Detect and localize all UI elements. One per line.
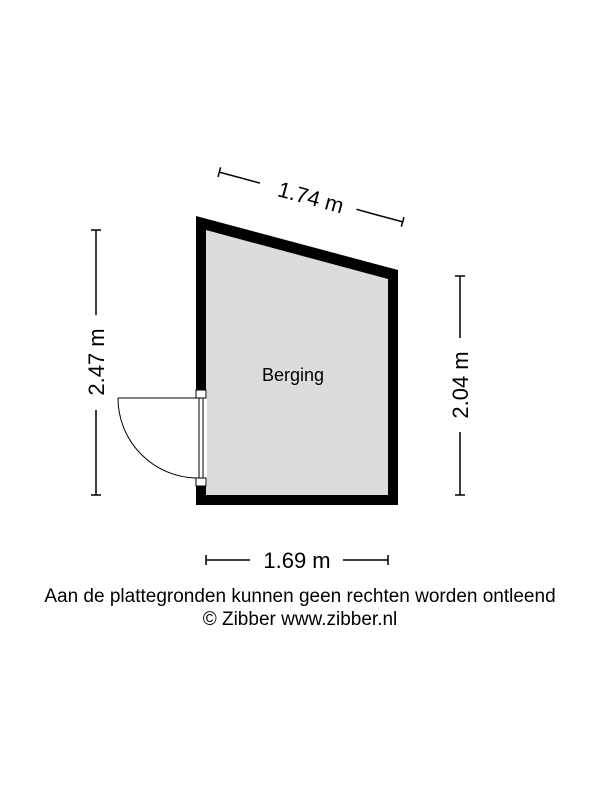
door-jamb-bottom [196, 478, 206, 486]
door-jamb-top [196, 390, 206, 398]
dimension-bottom [206, 548, 388, 573]
dimension-right [448, 276, 473, 495]
copyright-text: © Zibber www.zibber.nl [202, 609, 398, 630]
dimension-left-label: 2.47 m [84, 328, 109, 396]
disclaimer-text: Aan de plattegronden kunnen geen rechten worden ontleend [44, 586, 556, 607]
dimension-right-label: 2.04 m [448, 351, 473, 419]
dimension-top-label: 1.74 m [275, 176, 347, 219]
dimension-top-line-right [356, 209, 402, 222]
room-label: Berging [261, 365, 325, 385]
dimension-left [84, 230, 109, 495]
dimension-bottom-label: 1.69 m [263, 548, 331, 573]
dimension-top [216, 161, 406, 235]
dimension-top-line-left [219, 172, 260, 183]
door-opening [195, 390, 207, 486]
door-swing-arc [118, 398, 196, 478]
